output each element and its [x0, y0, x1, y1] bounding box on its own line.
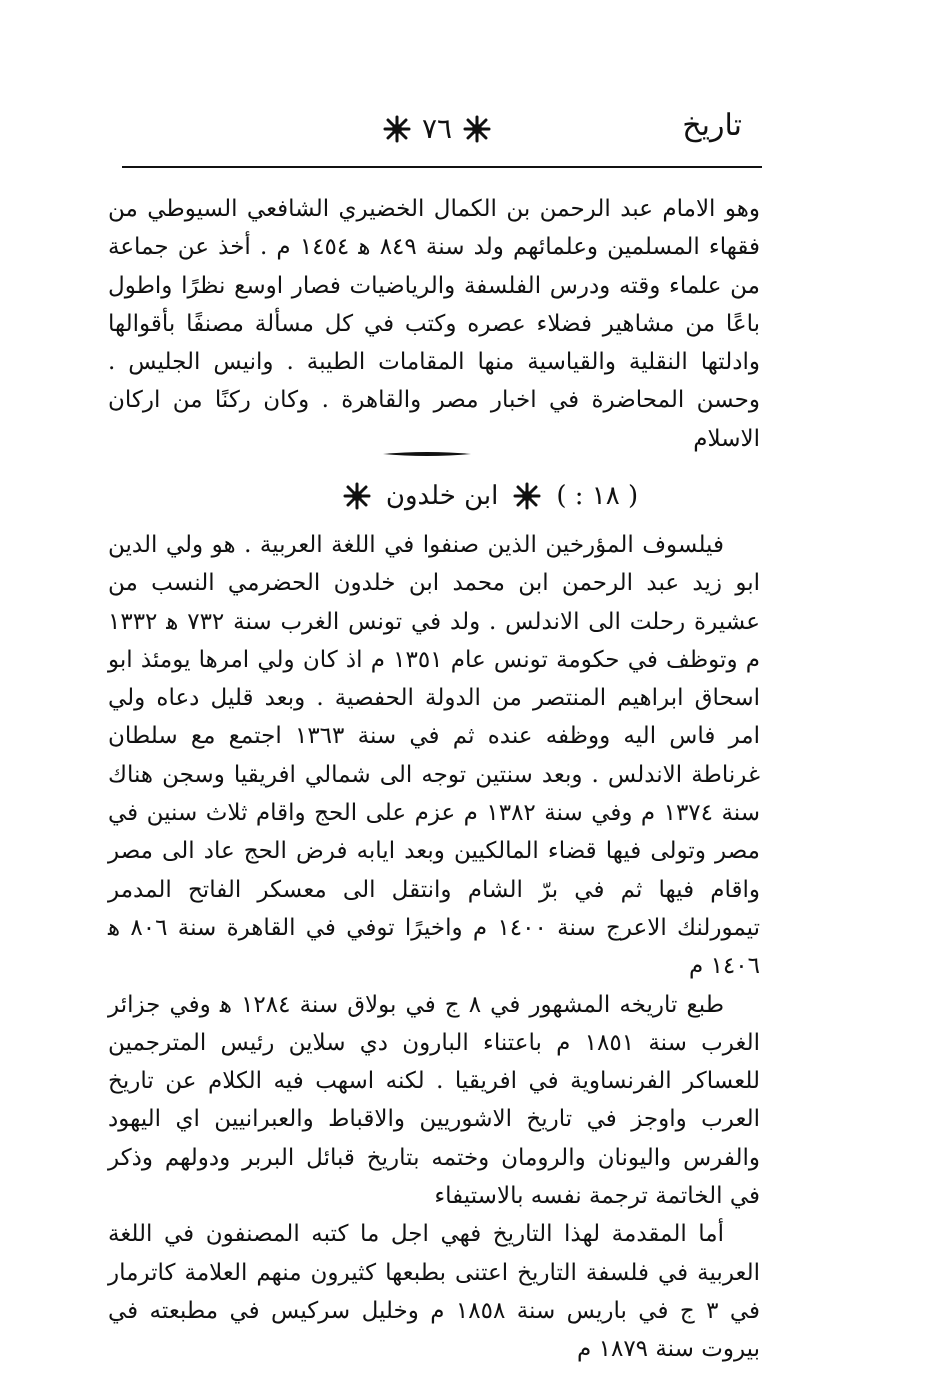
entry-18-text [108, 526, 760, 1369]
entry-number: ( ١٨ : ) [556, 481, 639, 511]
entry-18-paragraph-muqaddima: أما المقدمة لهذا التاريخ فهي اجل ما كتبه المصنفون في اللغة العربية في فلسفة التاريخ اعتنى بطبعها كثيرون منهم العلامة كاترمار في ٣ ج في باريس سنة ١٨٥٨ م وخليل سركيس في مطبعته في بيروت سنة ١٨٧٩ م [108, 1221, 760, 1363]
entry-title: ابن خلدون [385, 481, 499, 511]
running-head: تاريخ [682, 108, 742, 143]
entry-18-paragraph-editions: طبع تاريخه المشهور في ٨ ج في بولاق سنة ١٢٨٤ ﻫ وفي جزائر الغرب سنة ١٨٥١ م باعتناء البارون دي سلاين رئيس المترجمين للعساكر الفرنساوية في افريقيا . لكنه اسهب فيه الكلام عن تاريخ العرب واوجز في تاريخ الاشوريين والاقباط والعبرانيين اي اليهود والفرس واليونان والرومان وختمه بتاريخ قبائل البربر ودولهم وذكر في الخاتمة ترجمة نفسه بالاستيفاء [108, 991, 760, 1210]
asterisk-ornament-icon [342, 481, 372, 511]
entry-17-paragraph: وهو الامام عبد الرحمن بن الكمال الخضيري الشافعي السيوطي من فقهاء المسلمين وعلمائهم ولد سنة ٨٤٩ ﻫ ١٤٥٤ م . أخذ عن جماعة من علماء وقته ودرس الفلسفة والرياضيات فصار اوسع نظرًا واطول باعًا من مشاهير فضلاء عصره وكتب في كل مسألة مصنفًا بأقوالها وادلتها النقلية والقياسية منها المقامات الطيبة . وانيس الجليس . وحسن المحاضرة في اخبار مصر والقاهرة . وكان ركنًا من اركان الاسلام [108, 196, 760, 452]
header-rule [122, 166, 762, 168]
entry-18-heading [300, 474, 680, 518]
section-divider-ornament [383, 451, 471, 457]
page-number-group [382, 112, 492, 145]
asterisk-ornament-icon [382, 114, 412, 144]
entry-18-paragraph-biography: فيلسوف المؤرخين الذين صنفوا في اللغة العربية . هو ولي الدين ابو زيد عبد الرحمن ابن محمد ابن خلدون الحضرمي النسب من عشيرة رحلت الى الاندلس . ولد في تونس الغرب سنة ٧٣٢ ﻫ ١٣٣٢ م وتوظف في حكومة تونس عام ١٣٥١ م اذ كان ولي امرها يومئذ ابو اسحاق ابراهيم المنتصر من الدولة الحفصية . وبعد قليل دعاه ولي امر فاس اليه ووظفه عنده ثم في سنة ١٣٦٣ اجتمع مع سلطان غرناطة الاندلس . وبعد سنتين توجه الى شمالي افريقيا وسجن هناك سنة ١٣٧٤ م وفي سنة ١٣٨٢ م عزم على الحج واقام ثلاث سنين في مصر وتولى فيها قضاء المالكيين وبعد ايابه فرض الحج عاد الى مصر واقام فيها ثم في برّ الشام وانتقل الى معسكر الفاتح المدمر تيمورلنك الاعرج سنة ١٤٠٠ م واخيرًا توفي في القاهرة سنة ٨٠٦ ﻫ ١٤٠٦ م [108, 532, 761, 980]
entry-17-text [108, 190, 760, 458]
asterisk-ornament-icon [462, 114, 492, 144]
page-number: ٧٦ [422, 112, 453, 145]
page-header [120, 104, 760, 164]
asterisk-ornament-icon [512, 481, 542, 511]
